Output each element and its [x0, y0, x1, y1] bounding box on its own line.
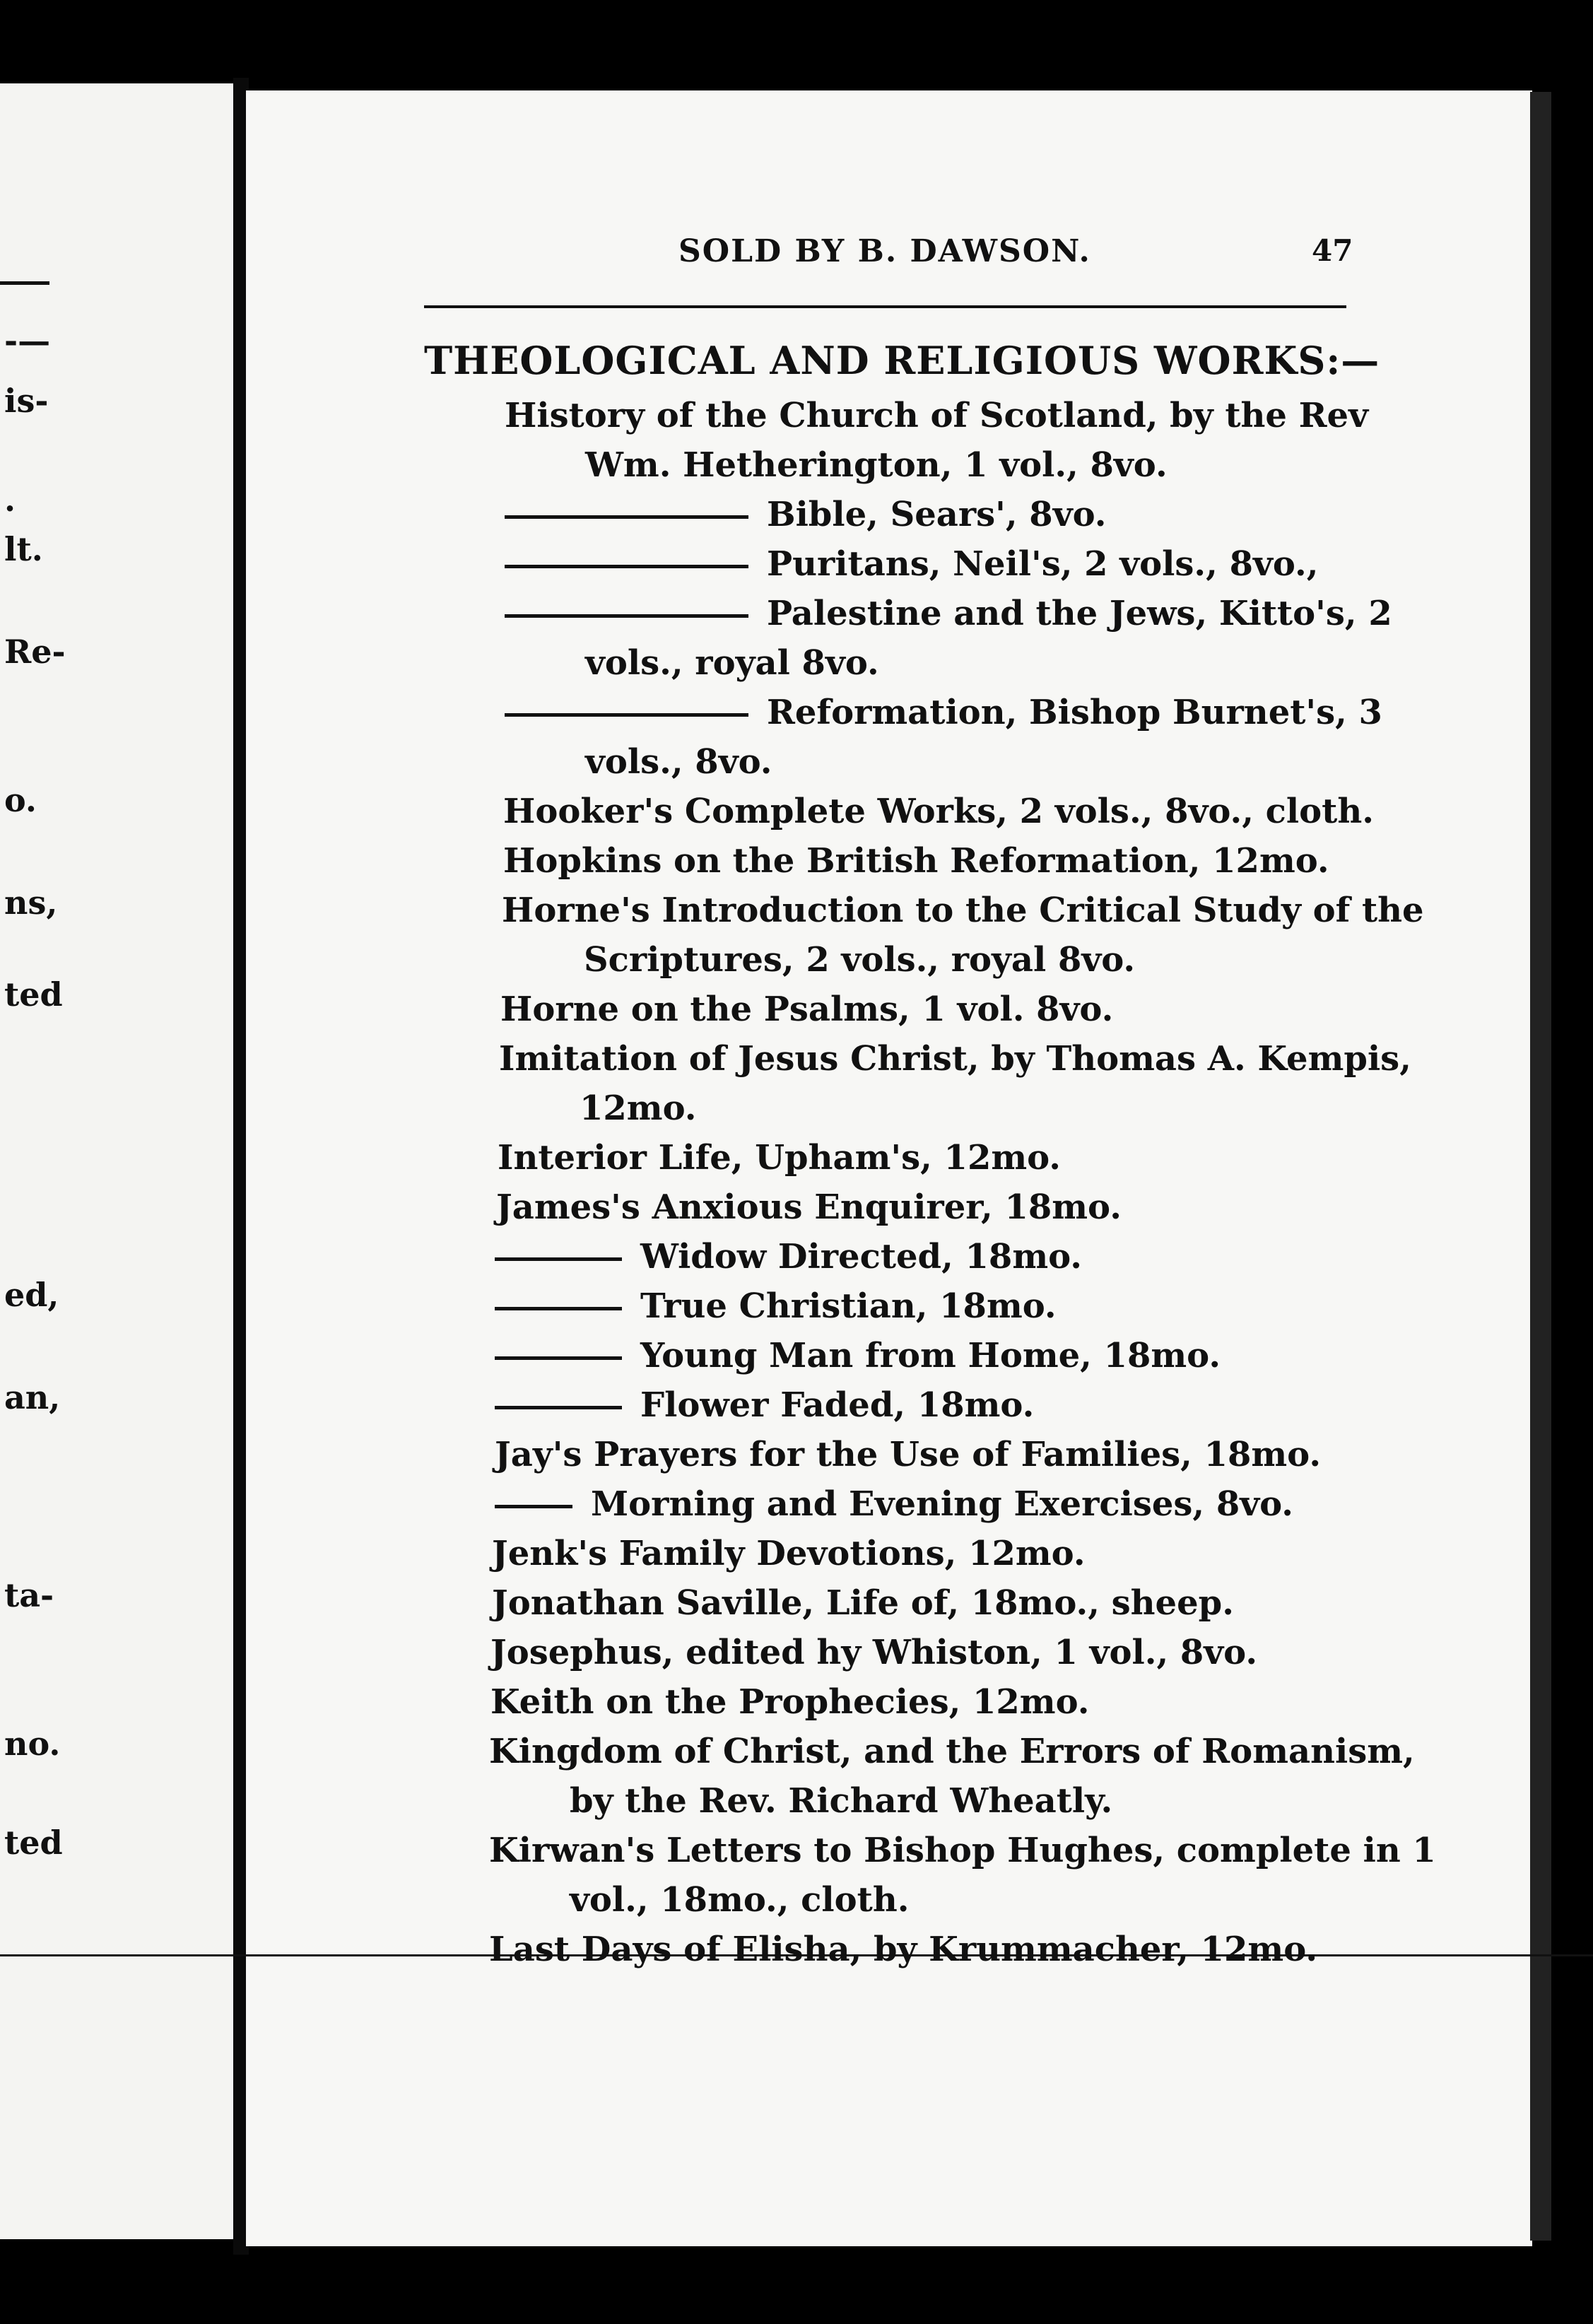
catalog-entry: James's Anxious Enquirer, 18mo. — [496, 1187, 1122, 1227]
left-fragment: . — [4, 481, 16, 519]
catalog-entry: Kingdom of Christ, and the Errors of Romanism, — [489, 1732, 1415, 1771]
catalog-entry-continuation: by the Rev. Richard Wheatly. — [570, 1781, 1113, 1821]
catalog-entry: True Christian, 18mo. — [495, 1286, 1057, 1326]
catalog-entry-continuation: Wm. Hetherington, 1 vol., 8vo. — [585, 445, 1168, 485]
section-title: THEOLOGICAL AND RELIGIOUS WORKS:— — [424, 338, 1380, 383]
catalog-entry: History of the Church of Scotland, by the Rev — [505, 396, 1368, 435]
catalog-entry: Jay's Prayers for the Use of Families, 18mo. — [495, 1435, 1322, 1474]
catalog-entry: Keith on the Prophecies, 12mo. — [490, 1682, 1090, 1722]
left-fragment: ted — [4, 975, 63, 1014]
left-fragment: lt. — [4, 530, 43, 568]
catalog-entry: Widow Directed, 18mo. — [495, 1237, 1082, 1277]
left-fragment: an, — [4, 1378, 61, 1416]
scan-mark — [0, 281, 49, 285]
ditto-dash — [495, 1505, 572, 1508]
ditto-dash — [495, 1356, 622, 1360]
catalog-entry: Jonathan Saville, Life of, 18mo., sheep. — [492, 1583, 1234, 1623]
catalog-entry: Young Man from Home, 18mo. — [495, 1336, 1221, 1375]
ditto-dash — [505, 515, 748, 519]
catalog-entry: Last Days of Elisha, by Krummacher, 12mo. — [489, 1930, 1318, 1969]
ditto-dash — [495, 1406, 622, 1409]
catalog-entry-continuation: Scriptures, 2 vols., royal 8vo. — [584, 940, 1136, 980]
catalog-entry: Morning and Evening Exercises, 8vo. — [495, 1484, 1293, 1524]
left-fragment: ta- — [4, 1576, 54, 1614]
catalog-entry: Flower Faded, 18mo. — [495, 1385, 1034, 1425]
catalog-entry: Horne's Introduction to the Critical Study of the — [502, 891, 1424, 930]
catalog-entry: Hopkins on the British Reformation, 12mo. — [503, 841, 1329, 881]
left-fragment: is- — [4, 382, 49, 420]
running-header: SOLD BY B. DAWSON. — [678, 233, 1091, 269]
left-fragment: ted — [4, 1824, 63, 1862]
left-fragment: o. — [4, 781, 37, 819]
catalog-entry: Reformation, Bishop Burnet's, 3 — [505, 693, 1382, 732]
page-number: 47 — [1312, 233, 1353, 268]
ditto-dash — [505, 713, 748, 717]
catalog-entry: Palestine and the Jews, Kitto's, 2 — [505, 594, 1392, 633]
catalog-entry: Puritans, Neil's, 2 vols., 8vo., — [505, 544, 1318, 584]
catalog-entry: Hooker's Complete Works, 2 vols., 8vo., cloth. — [503, 792, 1374, 831]
ditto-dash — [495, 1257, 622, 1261]
left-fragment: ns, — [4, 884, 58, 922]
catalog-entry-continuation: vols., royal 8vo. — [585, 643, 879, 683]
header-rule — [424, 305, 1346, 308]
ditto-dash — [495, 1307, 622, 1310]
catalog-entry-continuation: 12mo. — [580, 1088, 697, 1128]
catalog-entry: Interior Life, Upham's, 12mo. — [498, 1138, 1062, 1178]
left-fragment: ed, — [4, 1276, 59, 1314]
page-edge — [1530, 92, 1551, 2241]
catalog-entry: Kirwan's Letters to Bishop Hughes, complete in 1 — [489, 1831, 1436, 1870]
ditto-dash — [505, 614, 748, 618]
catalog-entry-continuation: vol., 18mo., cloth. — [570, 1880, 910, 1920]
left-fragment: Re- — [4, 633, 66, 671]
catalog-entry-continuation: vols., 8vo. — [585, 742, 772, 782]
catalog-entry: Bible, Sears', 8vo. — [505, 495, 1106, 534]
left-fragment: -— — [4, 322, 51, 360]
ditto-dash — [505, 565, 748, 568]
left-fragment: no. — [4, 1725, 61, 1763]
catalog-entry: Jenk's Family Devotions, 12mo. — [492, 1534, 1086, 1573]
catalog-entry: Imitation of Jesus Christ, by Thomas A. Kempis, — [499, 1039, 1411, 1079]
catalog-entry: Horne on the Psalms, 1 vol. 8vo. — [500, 990, 1114, 1029]
catalog-entry: Josephus, edited hy Whiston, 1 vol., 8vo. — [490, 1633, 1258, 1672]
